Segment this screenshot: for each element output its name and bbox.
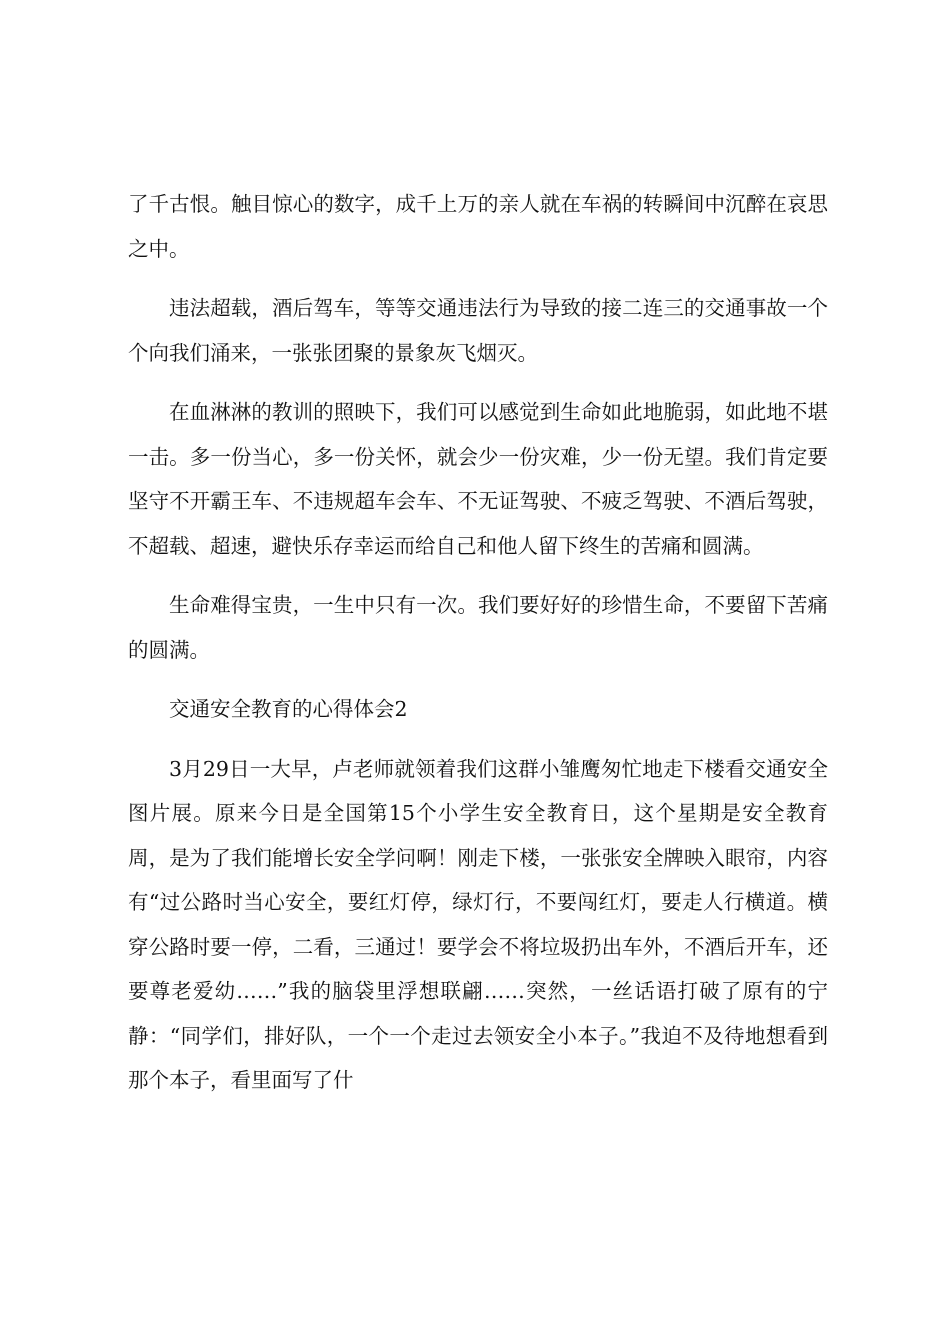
paragraph-continued: 了千古恨。触目惊心的数字，成千上万的亲人就在车祸的转瞬间中沉醉在哀思之中。 [128,192,828,261]
paragraph: 3月29日一大早，卢老师就领着我们这群小雏鹰匆忙地走下楼看交通安全图片展。原来今日是全国第15个小学生安全教育日，这个星期是安全教育周，是为了我们能增长安全学问啊！刚走下楼，一张张安全牌映入眼帘，内容有“过公路时当心安全，要红灯停，绿灯行，不要闯红灯，要走人行横道。横穿公路时要一停，二看，三通过！要学会不将垃圾扔出车外，不酒后开车，还要尊老爱幼……”我的脑袋里浮想联翩……突然，一丝话语打破了原有的宁静：“同学们，排好队，一个一个走过去领安全小本子。”我迫不及待地想看到那个本子，看里面写了什 [128,756,828,1092]
document-body [128,182,828,1118]
paragraph: 生命难得宝贵，一生中只有一次。我们要好好的珍惜生命，不要留下苦痛的圆满。 [128,593,828,662]
paragraph: 违法超载，酒后驾车，等等交通违法行为导致的接二连三的交通事故一个个向我们涌来，一张张团聚的景象灰飞烟灭。 [128,296,828,365]
section-heading: 交通安全教育的心得体会2 [169,697,408,721]
paragraph: 在血淋淋的教训的照映下，我们可以感觉到生命如此地脆弱，如此地不堪一击。多一份当心，多一份关怀，就会少一份灾难，少一份无望。我们肯定要坚守不开霸王车、不违规超车会车、不无证驾驶、不疲乏驾驶、不酒后驾驶，不超载、超速，避快乐存幸运而给自己和他人留下终生的苦痛和圆满。 [128,400,828,558]
